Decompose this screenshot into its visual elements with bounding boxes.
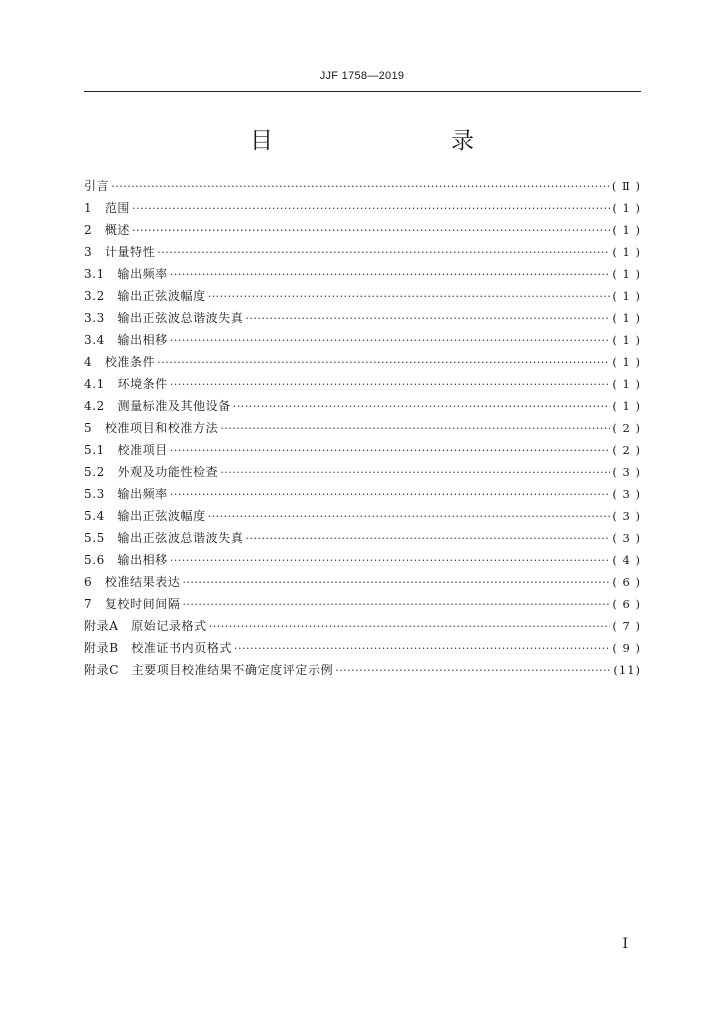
toc-entry-page: ( 1 )	[612, 333, 641, 347]
toc-entry-page: ( 3 )	[612, 509, 641, 523]
toc-leader-dots	[170, 264, 611, 286]
page-title: 目 录	[250, 128, 518, 154]
toc-entry-5-2[interactable]	[84, 461, 641, 483]
table-of-contents	[84, 175, 641, 681]
toc-entry-label: 3 计量特性	[84, 245, 156, 259]
toc-entry-label: 6 校准结果表达	[84, 575, 181, 589]
toc-entry-page: ( 1 )	[612, 223, 641, 237]
toc-leader-dots	[246, 308, 611, 330]
toc-entry-2[interactable]	[84, 219, 641, 241]
toc-entry-page: ( 1 )	[612, 245, 641, 259]
toc-leader-dots	[335, 660, 611, 682]
toc-entry-label: 5.4 输出正弦波幅度	[84, 509, 206, 523]
page-number: Ⅰ	[622, 936, 628, 952]
toc-entry-page: ( 3 )	[612, 465, 641, 479]
toc-entry-introduction[interactable]	[84, 175, 641, 197]
toc-entry-page: ( 1 )	[612, 311, 641, 325]
toc-leader-dots	[132, 198, 610, 220]
toc-entry-5-1[interactable]	[84, 439, 641, 461]
toc-entry-5-6[interactable]	[84, 549, 641, 571]
toc-entry-page: ( Ⅱ )	[611, 179, 641, 193]
toc-entry-3-2[interactable]	[84, 285, 641, 307]
toc-entry-label: 5.3 输出频率	[84, 487, 168, 501]
toc-entry-page: ( 3 )	[612, 487, 641, 501]
toc-entry-page: ( 1 )	[612, 201, 641, 215]
toc-entry-4-2[interactable]	[84, 395, 641, 417]
toc-leader-dots	[170, 440, 611, 462]
toc-entry-label: 5.5 输出正弦波总谐波失真	[84, 531, 244, 545]
toc-leader-dots	[170, 374, 611, 396]
document-header-code: JJF 1758—2019	[319, 70, 405, 82]
toc-entry-appendix-c[interactable]	[84, 659, 641, 681]
toc-entry-page: ( 1 )	[612, 267, 641, 281]
toc-entry-3-1[interactable]	[84, 263, 641, 285]
toc-entry-page: ( 3 )	[612, 531, 641, 545]
toc-entry-label: 4.2 测量标准及其他设备	[84, 399, 231, 413]
toc-entry-label: 5.1 校准项目	[84, 443, 168, 457]
toc-entry-label: 5 校准项目和校准方法	[84, 421, 219, 435]
toc-entry-label: 附录A 原始记录格式	[84, 619, 207, 633]
toc-leader-dots	[182, 594, 610, 616]
toc-entry-appendix-a[interactable]	[84, 615, 641, 637]
toc-leader-dots	[246, 528, 611, 550]
toc-leader-dots	[234, 638, 610, 660]
toc-entry-appendix-b[interactable]	[84, 637, 641, 659]
toc-leader-dots	[220, 418, 610, 440]
toc-entry-label: 附录C 主要项目校准结果不确定度评定示例	[84, 663, 334, 677]
header-divider	[84, 91, 641, 92]
toc-leader-dots	[170, 484, 611, 506]
toc-leader-dots	[170, 550, 611, 572]
toc-entry-page: ( 1 )	[612, 399, 641, 413]
toc-leader-dots	[233, 396, 611, 418]
toc-entry-5-3[interactable]	[84, 483, 641, 505]
toc-leader-dots	[157, 352, 610, 374]
toc-entry-page: ( 2 )	[612, 443, 641, 457]
toc-entry-3[interactable]	[84, 241, 641, 263]
toc-entry-page: ( 1 )	[612, 355, 641, 369]
toc-entry-page: ( 2 )	[612, 421, 641, 435]
toc-leader-dots	[157, 242, 610, 264]
toc-entry-label: 4 校准条件	[84, 355, 156, 369]
toc-entry-page: (11)	[613, 663, 641, 677]
toc-entry-page: ( 4 )	[612, 553, 641, 567]
toc-entry-3-4[interactable]	[84, 329, 641, 351]
toc-entry-6[interactable]	[84, 571, 641, 593]
toc-leader-dots	[220, 462, 610, 484]
toc-entry-label: 5.6 输出相移	[84, 553, 168, 567]
toc-entry-label: 3.2 输出正弦波幅度	[84, 289, 206, 303]
toc-entry-page: ( 1 )	[612, 289, 641, 303]
toc-entry-3-3[interactable]	[84, 307, 641, 329]
toc-entry-4-1[interactable]	[84, 373, 641, 395]
toc-entry-1[interactable]	[84, 197, 641, 219]
toc-leader-dots	[111, 176, 610, 198]
toc-entry-label: 7 复校时间间隔	[84, 597, 181, 611]
toc-entry-5-4[interactable]	[84, 505, 641, 527]
toc-entry-5-5[interactable]	[84, 527, 641, 549]
toc-leader-dots	[132, 220, 610, 242]
toc-entry-4[interactable]	[84, 351, 641, 373]
toc-entry-7[interactable]	[84, 593, 641, 615]
toc-entry-5[interactable]	[84, 417, 641, 439]
toc-entry-page: ( 1 )	[612, 377, 641, 391]
toc-entry-page: ( 6 )	[612, 597, 641, 611]
toc-leader-dots	[182, 572, 610, 594]
toc-entry-page: ( 9 )	[612, 641, 641, 655]
toc-leader-dots	[170, 330, 611, 352]
toc-leader-dots	[208, 286, 611, 308]
toc-leader-dots	[209, 616, 611, 638]
toc-entry-label: 引言	[84, 179, 110, 193]
toc-entry-label: 附录B 校准证书内页格式	[84, 641, 233, 655]
toc-entry-label: 2 概述	[84, 223, 131, 237]
toc-entry-label: 4.1 环境条件	[84, 377, 168, 391]
toc-entry-label: 5.2 外观及功能性检查	[84, 465, 219, 479]
toc-entry-page: ( 6 )	[612, 575, 641, 589]
toc-entry-label: 3.4 输出相移	[84, 333, 168, 347]
toc-leader-dots	[208, 506, 611, 528]
toc-entry-label: 3.3 输出正弦波总谐波失真	[84, 311, 244, 325]
toc-entry-label: 1 范围	[84, 201, 131, 215]
toc-entry-label: 3.1 输出频率	[84, 267, 168, 281]
toc-entry-page: ( 7 )	[612, 619, 641, 633]
